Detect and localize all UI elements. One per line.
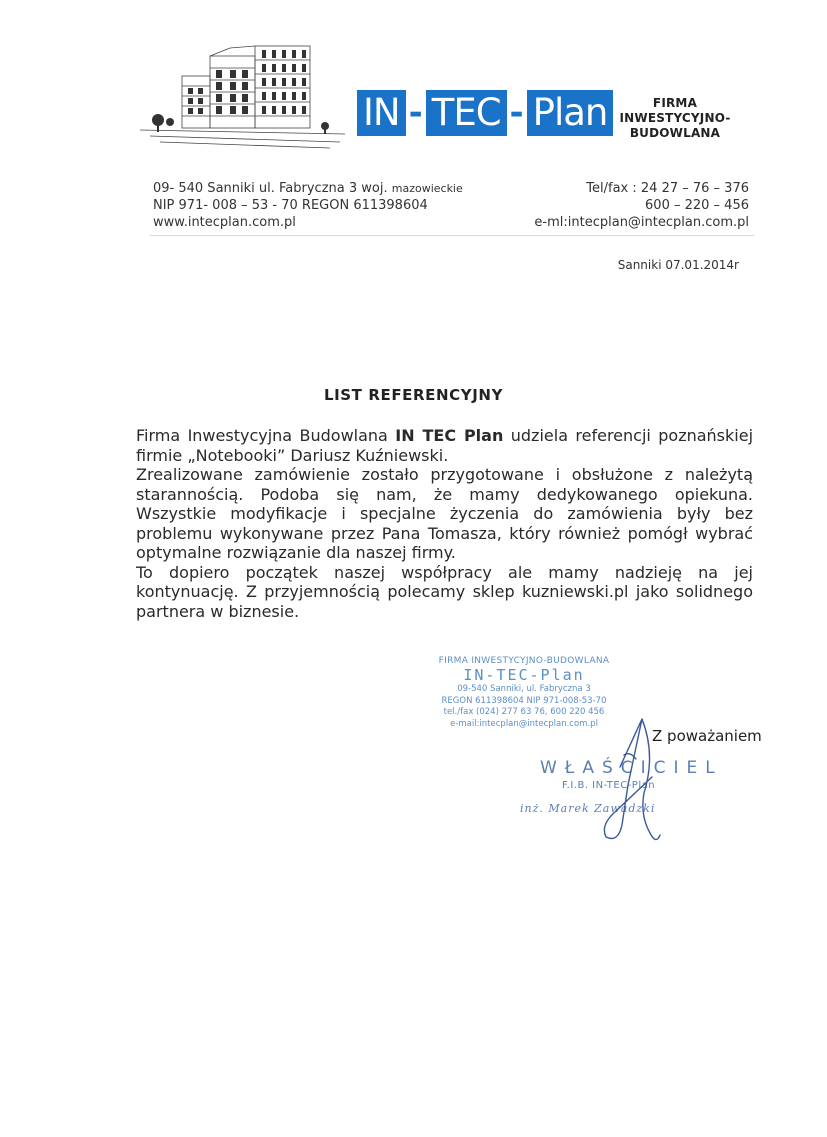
stamp-line4: REGON 611398604 NIP 971-008-53-70 [441,695,607,706]
website: www.intecplan.com.pl [153,215,296,230]
firm-type [600,96,750,141]
email-line: e-ml:intecplan@intecplan.com.pl [534,215,749,230]
logo-dash: - [509,93,524,133]
firm-type-line2: BUDOWLANA [629,126,721,140]
letter-body [136,426,753,621]
paragraph-3 [136,563,753,622]
letter-date: Sanniki 07.01.2014r [617,258,739,272]
phone-line1: Tel/fax : 24 27 – 76 – 376 [586,181,749,196]
handwritten-signature [560,715,700,855]
stamp-line6: e-mail:intecplan@intecplan.com.pl [450,718,598,729]
stamp-line1: FIRMA INWESTYCYJNO-BUDOWLANA [438,656,610,666]
closing-regards: Z poważaniem [652,727,762,745]
company-address [153,180,463,231]
p1-text-b: udziela referencji poznańskiej firmie „Notebooki” Dariusz Kuźniewski. [136,426,754,465]
stamp-line2: IN-TEC-Plan [463,666,585,684]
header-divider [150,235,754,236]
p1-text-a: Firma Inwestycyjna Budowlana [136,426,396,445]
address-street: 09- 540 Sanniki ul. Fabryczna 3 woj. [153,181,388,196]
firm-type-line1: FIRMA INWESTYCYJNO- [619,96,731,125]
owner-stamp-name: inż. Marek Zawadzki [520,802,656,815]
address-line1 [153,180,463,197]
company-contacts [534,180,749,231]
owner-stamp-company: F.I.B. IN-TEC-Plan [562,780,656,791]
address-line2: NIP 971- 008 – 53 - 70 REGON 611398604 [153,198,428,213]
paragraph-2: Zrealizowane zamówienie zostało przygotowane i obsłużone z należytą starannością. Podoba się nam, że mamy dedykowanego opiekuna. Wszystkie modyfikacje i specjalne życzenia do zamówienia były bez problemu wykonywane przez Pana Tomasza, który również pomógł wybrać optymalne rozwiązanie dla naszej firmy. [136,465,753,562]
logo-dash: - [408,93,423,133]
owner-stamp-title: WŁAŚCICIEL [540,758,723,778]
paragraph-1 [136,426,753,465]
letter-title: LIST REFERENCYJNY [323,386,504,404]
address-region: mazowieckie [391,182,463,195]
logo-part-plan: Plan [527,90,614,136]
building-illustration [140,38,345,150]
p3-text-b: jako solidnego partnera w biznesie. [136,582,753,621]
stamp-line5: tel./fax (024) 277 63 76, 600 220 456 [443,707,605,717]
p1-company-name: IN TEC Plan [395,426,504,445]
phone-line2: 600 – 220 – 456 [645,198,749,213]
logo-part-tec: TEC [426,90,507,136]
p3-text-a: To dopiero początek naszej współpracy ale mamy nadzieję na jej kontynuację. Z przyjemnością polecamy sklep [136,562,753,601]
logo-part-in: IN [357,90,406,136]
stamp-line3: 09-540 Sanniki, ul. Fabryczna 3 [457,684,591,694]
p3-shop-name: kuzniewski.pl [521,582,629,601]
company-logo [357,88,608,138]
